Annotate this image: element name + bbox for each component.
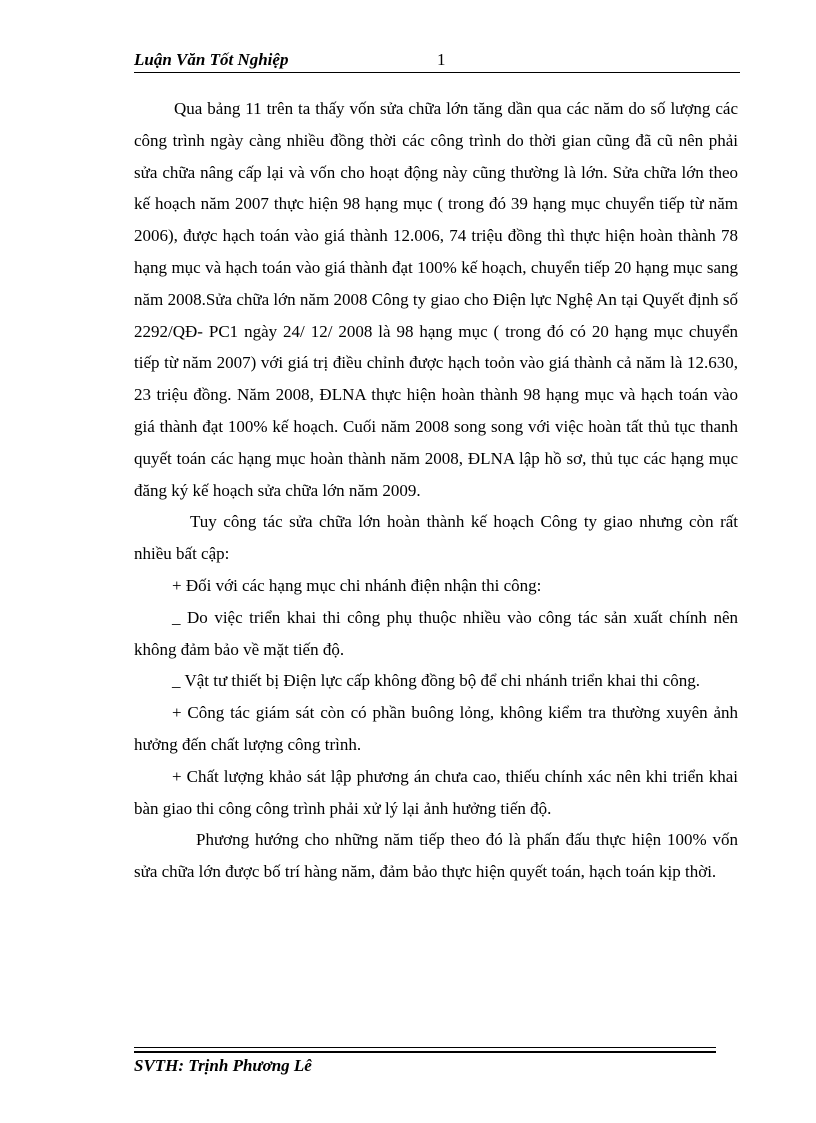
header-title: Luận Văn Tốt Nghiệp xyxy=(134,50,289,69)
list-item-material-supply: _ Vật tư thiết bị Điện lực cấp không đồng bộ để chi nhánh triển khai thi công. xyxy=(172,671,701,691)
list-item-schedule-delay: _ Do việc triển khai thi công phụ thuộc nhiều vào công tác sản xuất chính nên không đảm bảo về mặt tiến độ. xyxy=(134,607,738,659)
footer-rule-thick xyxy=(134,1051,716,1053)
footer-rule-thin xyxy=(134,1047,716,1048)
list-item-survey-quality: + Chất lượng khảo sát lập phương án chưa cao, thiếu chính xác nên khi triển khai bàn giao thi công công trình phải xử lý lại ảnh hưởng tiến độ. xyxy=(134,766,738,818)
list-item-supervision: + Công tác giám sát còn có phần buông lỏng, không kiểm tra thường xuyên ảnh hưởng đến chất lượng công trình. xyxy=(134,703,738,754)
paragraph-future-direction: Phương hướng cho những năm tiếp theo đó là phấn đấu thực hiện 100% vốn sửa chữa lớn được bố trí hàng năm, đảm bảo thực hiện quyết toán, hạch toán kịp thời. xyxy=(134,830,738,882)
header-rule xyxy=(134,72,740,73)
paragraph-capital-repair-overview: Qua bảng 11 trên ta thấy vốn sửa chữa lớn tăng dần qua các năm do số lượng các công trình ngày càng nhiều đồng thời các công trình do thời gian cũng đã cũ nên phải sửa chữa nâng cấp lại và vốn cho hoạt động này cũng thường là lớn. Sửa chữa lớn theo kế hoạch năm 2007 thực hiện 98 hạng mục ( trong đó 39 hạng mục chuyển tiếp từ năm 2006), được hạch toán vào giá thành 12.006, 74 triệu đồng thì thực hiện hoàn thành 78 hạng mục và hạch toán vào giá thành đạt 100% kế hoạch, chuyển tiếp 20 hạng mục sang năm 2008.Sửa chữa lớn năm 2008 Công ty giao cho Điện lực Nghệ An tại Quyết định số 2292/QĐ- PC1 ngày 24/ 12/ 2008 là 98 hạng mục ( trong đó có 20 hạng mục chuyển tiếp từ năm 2007) với giá trị điều chỉnh được hạch toỏn vào giá thành cả năm là 12.630, 23 triệu đồng. Năm 2008, ĐLNA thực hiện hoàn thành 98 hạng mục và hạch toán vào giá thành đạt 100% kế hoạch. Cuối năm 2008 song song với việc hoàn tất thủ tục thanh quyết toán các hạng mục hoàn thành năm 2008, ĐLNA lập hồ sơ, thủ tục các hạng mục đăng ký kế hoạch sửa chữa lớn năm 2009. xyxy=(134,99,738,500)
page-number: 1 xyxy=(437,50,446,69)
body-text xyxy=(134,93,738,888)
paragraph-shortcomings-intro: Tuy công tác sửa chữa lớn hoàn thành kế hoạch Công ty giao nhưng còn rất nhiều bất cập: xyxy=(134,512,738,564)
footer-author: SVTH: Trịnh Phương Lê xyxy=(134,1056,312,1075)
page-header xyxy=(134,48,740,72)
list-item-branch-construction: + Đối với các hạng mục chi nhánh điện nhận thi công: xyxy=(172,575,542,595)
